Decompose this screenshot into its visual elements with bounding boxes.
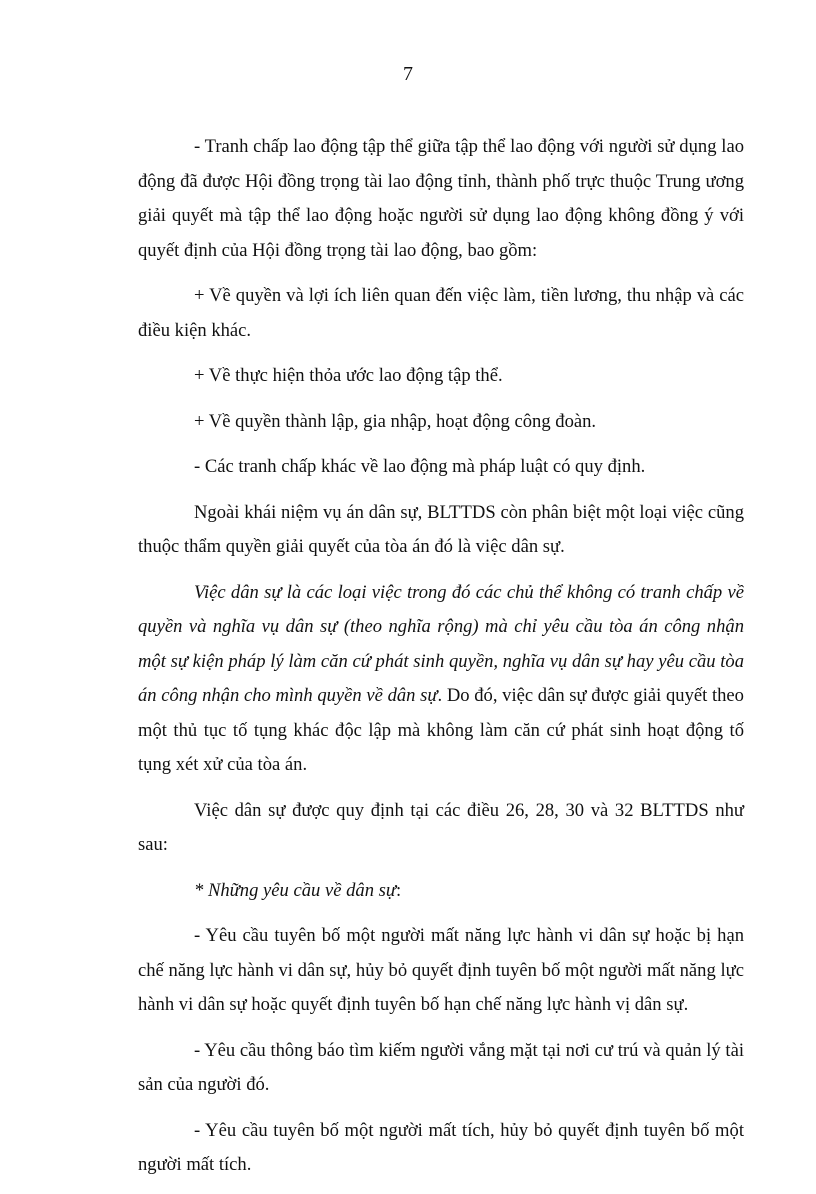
paragraph-missing-person-request: - Yêu cầu tuyên bố một người mất tích, hủy bỏ quyết định tuyên bố một người mất tích. [138,1119,744,1175]
subheading-italic-text: * Những yêu cầu về dân sự [194,879,397,901]
subheading-civil-requests [138,874,744,909]
body-text [138,130,744,1194]
definition-normal-text: . Do đó, việc dân sự được giải quyết theo một thủ tục tố tụng khác độc lập mà không làm căn cứ phát sinh hoạt động tố tụng xét xử của tòa án. [138,685,744,775]
subheading-colon: : [396,879,402,901]
paragraph-absent-person-request: - Yêu cầu thông báo tìm kiếm người vắng mặt tại nơi cư trú và quản lý tài sản của người đó. [138,1039,744,1095]
paragraph-civil-matter-definition [138,576,744,783]
paragraph-collective-labor-dispute: - Tranh chấp lao động tập thể giữa tập thể lao động với người sử dụng lao động đã được Hội đồng trọng tài lao động tỉnh, thành phố trực thuộc Trung ương giải quyết mà tập thể lao động hoặc người sử dụng lao động không đồng ý với quyết định của Hội đồng trọng tài lao động, bao gồm: [138,136,744,261]
paragraph-capacity-request: - Yêu cầu tuyên bố một người mất năng lực hành vi dân sự hoặc bị hạn chế năng lực hành vi dân sự, hủy bỏ quyết định tuyên bố một người mất năng lực hành vi dân sự hoặc quyết định tuyên bố hạn chế năng lực hành vị dân sự. [138,925,744,1015]
paragraph-rights-and-benefits: + Về quyền và lợi ích liên quan đến việc làm, tiền lương, thu nhập và các điều kiện khác. [138,285,744,341]
paragraph-other-disputes: - Các tranh chấp khác về lao động mà pháp luật có quy định. [194,456,646,477]
definition-italic-text: Việc dân sự là các loại việc trong đó các chủ thể không có tranh chấp về quyền và nghĩa vụ dân sự (theo nghĩa rộng) mà chỉ yêu cầu tòa án công nhận một sự kiện pháp lý làm căn cứ phát sinh quyền, nghĩa vụ dân sự hay yêu cầu tòa án công nhận cho mình quyền về dân sự [138,581,744,706]
paragraph-trade-union: + Về quyền thành lập, gia nhập, hoạt động công đoàn. [194,410,597,432]
paragraph-articles-reference: Việc dân sự được quy định tại các điều 26, 28, 30 và 32 BLTTDS như sau: [138,799,744,855]
page-number: 7 [403,63,413,85]
paragraph-civil-matter-intro: Ngoài khái niệm vụ án dân sự, BLTTDS còn phân biệt một loại việc cũng thuộc thẩm quyền giải quyết của tòa án đó là việc dân sự. [138,501,744,557]
paragraph-collective-agreement: + Về thực hiện thỏa ước lao động tập thể. [194,365,503,386]
